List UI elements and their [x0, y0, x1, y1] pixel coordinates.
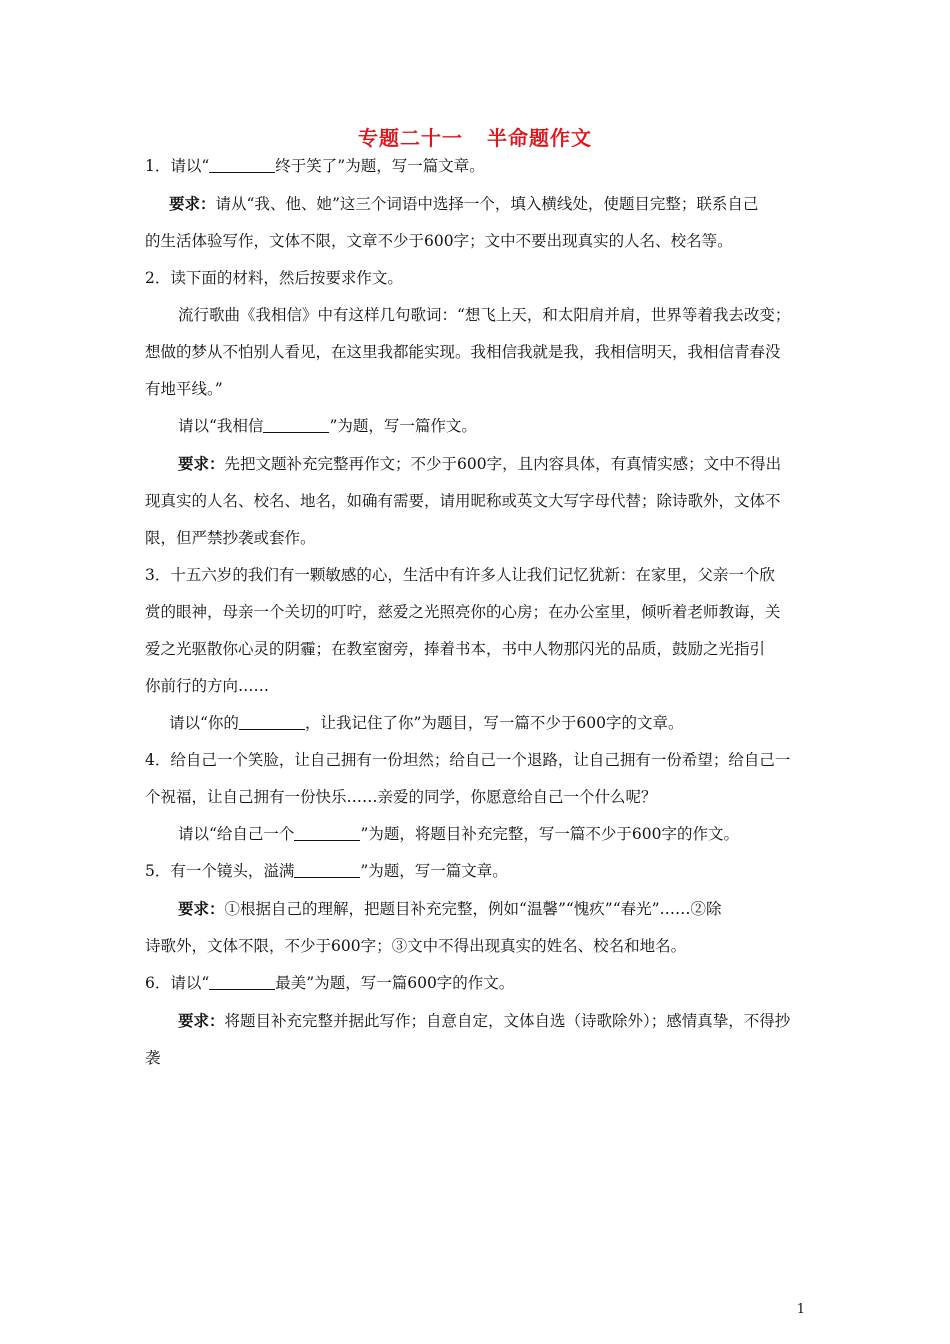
q1-requirement: 要求：请从“我、他、她”这三个词语中选择一个，填入横线处，使题目完整；联系自己 [169, 194, 759, 213]
fill-blank [294, 825, 360, 842]
title-part1: 专题二十一 [358, 126, 463, 150]
fill-blank [209, 157, 275, 174]
page-number: 1 [796, 1302, 805, 1317]
q6-line: 6．请以“ 最美”为题，写一篇600字的作文。 [145, 974, 515, 992]
q4-line-1: 4．给自己一个笑脸，让自己拥有一份坦然；给自己一个退路，让自己拥有一份希望；给自己一 [145, 751, 791, 769]
q3-line-2: 赏的眼神，母亲一个关切的叮咛，慈爱之光照亮你的心房；在办公室里，倾听着老师教诲，关 [145, 603, 781, 621]
q6-requirement: 要求：将题目补充完整并据此写作；自意自定，文体自选（诗歌除外）；感情真挚，不得抄 [178, 1011, 791, 1030]
page-title [0, 122, 950, 151]
fill-blank [294, 862, 360, 879]
q5-requirement-cont: 诗歌外，文体不限，不少于600字；③文中不得出现真实的姓名、校名和地名。 [145, 937, 687, 955]
q3-line-3: 爱之光驱散你心灵的阴霾；在教室窗旁，捧着书本，书中人物那闪光的品质，鼓励之光指引 [145, 640, 766, 658]
q2-prompt: 请以“我相信 ”为题，写一篇作文。 [178, 417, 477, 435]
q3-line-4: 你前行的方向…… [145, 677, 270, 695]
q2-material-2: 想做的梦从不怕别人看见，在这里我都能实现。我相信我就是我，我相信明天，我相信青春没 [145, 343, 781, 361]
q2-requirement-cont-2: 限，但严禁抄袭或套作。 [145, 529, 316, 547]
title-part2: 半命题作文 [487, 126, 592, 150]
q1-line: 1．请以“ 终于笑了”为题，写一篇文章。 [145, 157, 485, 175]
q1-requirement-cont: 的生活体验写作，文体不限，文章不少于600字；文中不要出现真实的人名、校名等。 [145, 232, 733, 250]
q3-prompt: 请以“你的 ，让我记住了你”为题目，写一篇不少于600字的文章。 [169, 714, 684, 732]
fill-blank [239, 714, 305, 731]
q2-material-3: 有地平线。” [145, 380, 223, 398]
fill-blank [263, 417, 329, 434]
content-body [145, 148, 810, 1077]
q4-line-2: 个祝福，让自己拥有一份快乐……亲爱的同学，你愿意给自己一个什么呢？ [145, 788, 657, 806]
q2-material-1: 流行歌曲《我相信》中有这样几句歌词：“想飞上天，和太阳肩并肩，世界等着我去改变； [178, 306, 791, 324]
q4-prompt: 请以“给自己一个 ”为题，将题目补充完整，写一篇不少于600字的作文。 [178, 825, 739, 843]
q2-requirement-cont-1: 现真实的人名、校名、地名，如确有需要，请用昵称或英文大写字母代替；除诗歌外，文体不 [145, 492, 781, 510]
q6-requirement-cont: 袭 [145, 1049, 161, 1067]
fill-blank [209, 974, 275, 991]
q5-line: 5．有一个镜头，溢满 ”为题，写一篇文章。 [145, 862, 508, 880]
q2-head: 2．读下面的材料，然后按要求作文。 [145, 269, 403, 287]
q5-requirement: 要求：①根据自己的理解，把题目补充完整，例如“温馨”“愧疚”“春光”……②除 [178, 899, 722, 918]
q3-line-1: 3．十五六岁的我们有一颗敏感的心，生活中有许多人让我们记忆犹新：在家里，父亲一个欣 [145, 566, 775, 584]
q2-requirement: 要求：先把文题补充完整再作文；不少于600字，且内容具体，有真情实感；文中不得出 [178, 454, 782, 473]
